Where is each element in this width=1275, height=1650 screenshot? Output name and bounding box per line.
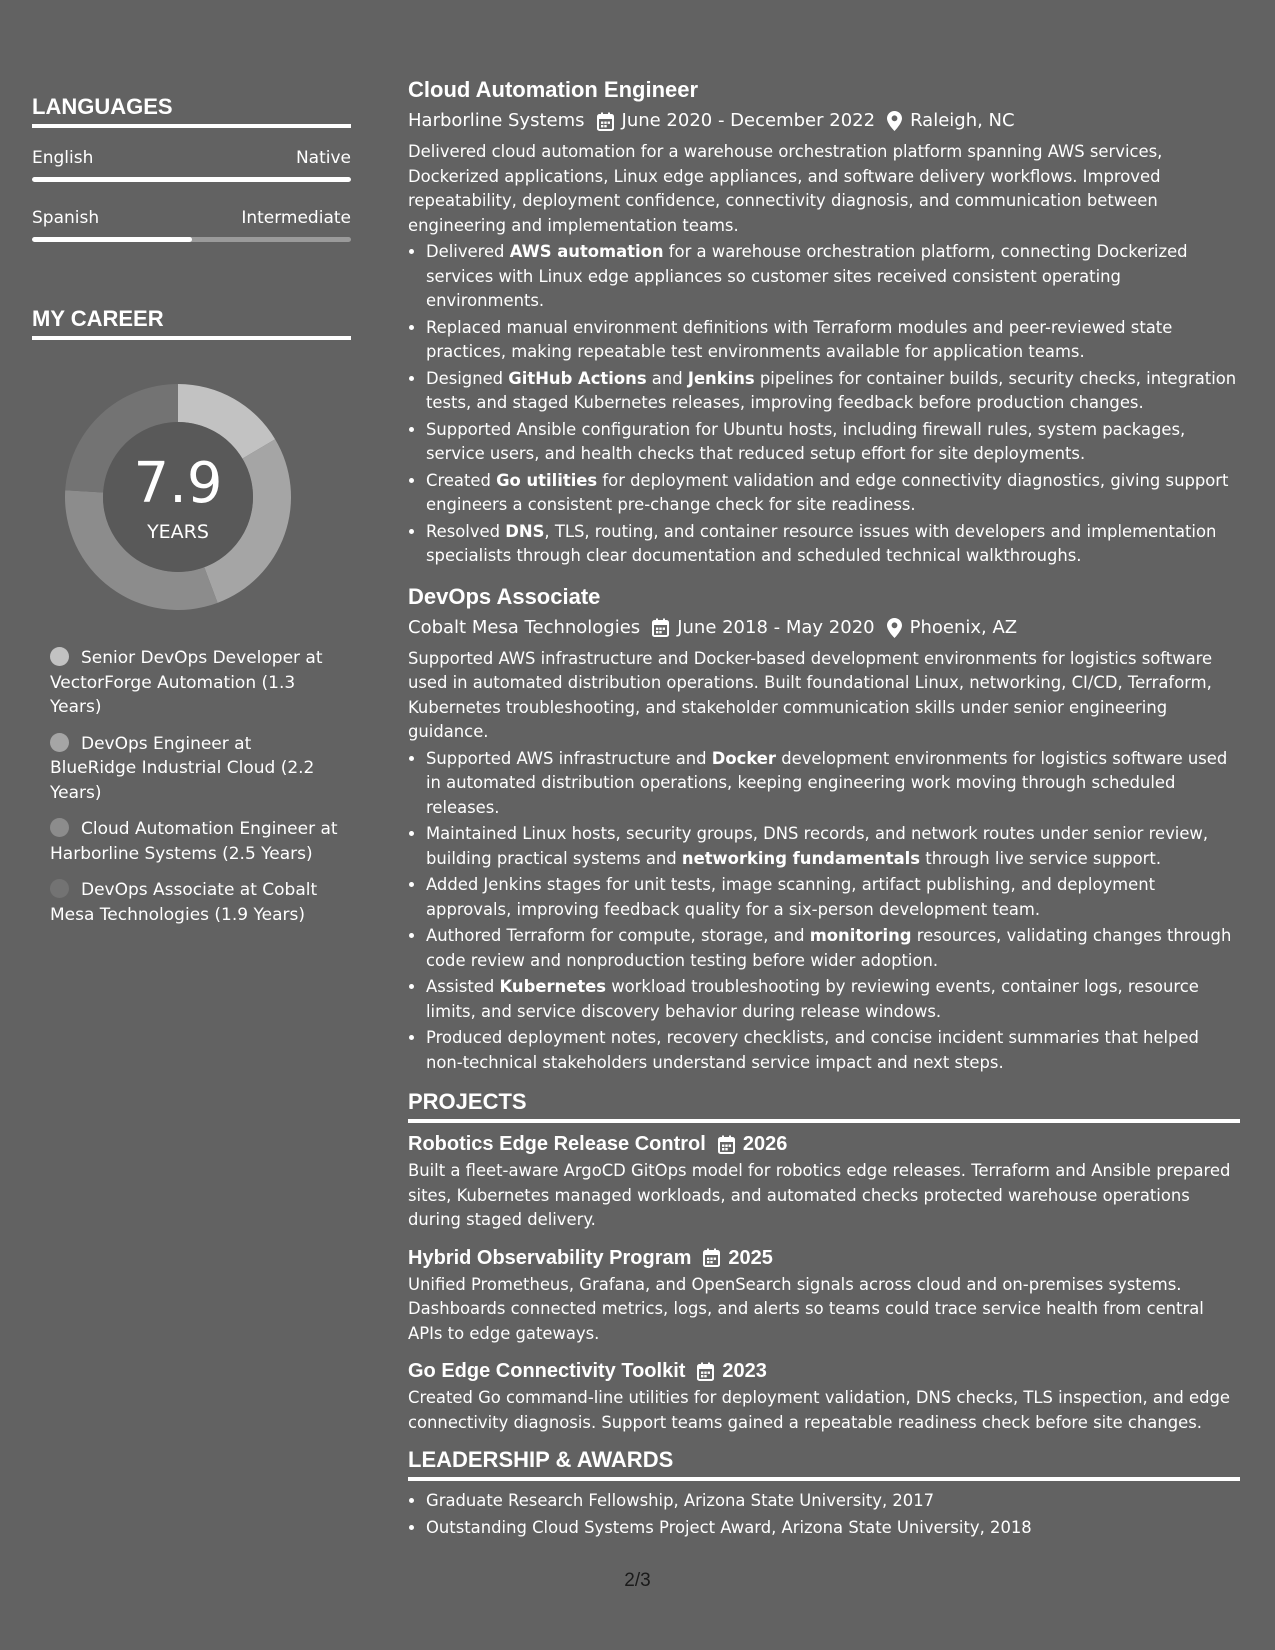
job-summary: Delivered cloud automation for a warehouse orchestration platform spanning AWS services, Dockerized applications, Linux edge appliances, and software delivery workflows. Improved repeatability, deployment confidence, connectivity diagnosis, and communication between engineering and implementation teams. xyxy=(408,142,1163,235)
awards-heading: LEADERSHIP & AWARDS xyxy=(408,1447,1240,1481)
job-bullet: • Produced deployment notes, recovery checklists, and concise incident summaries that helped non-technical stakeholders understand service impact and next steps. xyxy=(426,1026,1240,1075)
language-item xyxy=(32,148,351,182)
job-company: Harborline Systems xyxy=(408,110,585,131)
project-title: Robotics Edge Release Control xyxy=(408,1133,706,1155)
career-legend-label: DevOps Engineer at BlueRidge Industrial Cloud (2.2 Years) xyxy=(50,733,315,803)
project-year: 2026 xyxy=(742,1133,788,1155)
legend-dot-icon xyxy=(50,733,69,752)
languages-heading: LANGUAGES xyxy=(32,94,351,128)
job-bullet: • Supported Ansible configuration for Ubuntu hosts, including firewall rules, system packages, service users, and health checks that reduced setup effort for site deployments. xyxy=(426,418,1240,467)
career-years-label: YEARS xyxy=(147,521,209,543)
calendar-icon xyxy=(652,618,669,637)
awards-list xyxy=(408,1489,1240,1540)
job-bullet: • Designed GitHub Actions and Jenkins pipelines for container builds, security checks, integration tests, and staged Kubernetes releases, improving feedback before production changes. xyxy=(426,367,1240,416)
language-level: Native xyxy=(295,148,351,168)
career-legend-label: Cloud Automation Engineer at Harborline Systems (2.5 Years) xyxy=(50,819,338,864)
project-description: Unified Prometheus, Grafana, and OpenSearch signals across cloud and on-premises systems. Dashboards connected metrics, logs, and alerts so teams could trace service health from central APIs to edge gateways. xyxy=(408,1274,1204,1343)
job-bullet: • Added Jenkins stages for unit tests, image scanning, artifact publishing, and deployment approvals, improving feedback quality for a six-person development team. xyxy=(426,873,1240,922)
projects-list xyxy=(408,1131,1240,1435)
calendar-icon xyxy=(597,112,614,131)
award-item: • Graduate Research Fellowship, Arizona State University, 2017 xyxy=(426,1489,1240,1514)
language-name: Spanish xyxy=(32,208,100,228)
map-pin-icon xyxy=(887,618,902,638)
job-entry xyxy=(408,583,1240,1076)
job-title: Cloud Automation Engineer xyxy=(408,77,699,102)
job-bullet: • Created Go utilities for deployment validation and edge connectivity diagnostics, giving support engineers a consistent pre-change check for site readiness. xyxy=(426,469,1240,518)
project-year: 2025 xyxy=(728,1246,773,1269)
project-year: 2023 xyxy=(722,1360,767,1382)
job-bullet: • Delivered AWS automation for a warehouse orchestration platform, connecting Dockerized services with Linux edge appliances so customer sites received consistent operating environments. xyxy=(426,240,1240,314)
language-proficiency-fill xyxy=(32,177,351,182)
language-proficiency-fill xyxy=(32,237,192,242)
job-bullet: • Replaced manual environment definitions with Terraform modules and peer-reviewed state practices, making repeatable test environments available for application teams. xyxy=(426,316,1240,365)
calendar-icon xyxy=(697,1362,714,1381)
career-legend-item xyxy=(50,732,341,806)
job-bullet: • Authored Terraform for compute, storage, and monitoring resources, validating changes through code review and nonproduction testing before wider adoption. xyxy=(426,924,1240,973)
award-item: • Outstanding Cloud Systems Project Award, Arizona State University, 2018 xyxy=(426,1516,1240,1541)
project-entry xyxy=(408,1358,1240,1435)
career-legend-label: DevOps Associate at Cobalt Mesa Technologies (1.9 Years) xyxy=(50,880,318,925)
job-meta xyxy=(408,108,1240,134)
job-dates: June 2020 - December 2022 xyxy=(621,110,876,131)
job-dates: June 2018 - May 2020 xyxy=(677,616,875,638)
career-donut-chart xyxy=(65,384,291,610)
job-title: DevOps Associate xyxy=(408,583,601,609)
calendar-icon xyxy=(703,1248,720,1267)
language-proficiency-bar xyxy=(32,177,351,182)
map-pin-icon xyxy=(887,111,902,131)
job-bullet: • Assisted Kubernetes workload troubleshooting by reviewing events, container logs, resource limits, and service discovery behavior during release windows. xyxy=(426,975,1240,1024)
project-title: Hybrid Observability Program xyxy=(408,1246,692,1269)
job-company: Cobalt Mesa Technologies xyxy=(408,616,641,638)
page-number: 2/3 xyxy=(624,1570,651,1591)
legend-dot-icon xyxy=(50,818,69,837)
project-description: Built a fleet-aware ArgoCD GitOps model for robotics edge releases. Terraform and Ansible prepared sites, Kubernetes managed workloads, and automated checks protected warehouse operations during staged delivery. xyxy=(408,1161,1231,1229)
projects-heading: PROJECTS xyxy=(408,1089,1240,1123)
project-title: Go Edge Connectivity Toolkit xyxy=(408,1360,686,1382)
calendar-icon xyxy=(718,1135,735,1154)
job-bullet: • Maintained Linux hosts, security groups, DNS records, and network routes under senior review, building practical systems and networking fundamentals through live service support. xyxy=(426,822,1240,871)
job-bullet: • Supported AWS infrastructure and Docker development environments for logistics software used in automated distribution operations, keeping engineering work moving through scheduled releases. xyxy=(426,747,1240,821)
job-bullets xyxy=(408,240,1240,569)
legend-dot-icon xyxy=(50,879,69,898)
project-entry xyxy=(408,1131,1240,1233)
career-section xyxy=(32,306,351,927)
career-legend xyxy=(32,646,351,927)
job-bullet: • Resolved DNS, TLS, routing, and container resource issues with developers and implementation specialists through clear documentation and scheduled technical walkthroughs. xyxy=(426,520,1240,569)
language-item xyxy=(32,208,351,242)
project-entry xyxy=(408,1245,1240,1347)
main-content xyxy=(408,76,1240,1542)
career-legend-label: Senior DevOps Developer at VectorForge Automation (1.3 Years) xyxy=(50,648,323,717)
job-location: Raleigh, NC xyxy=(910,110,1015,131)
legend-dot-icon xyxy=(50,647,69,666)
career-heading: MY CAREER xyxy=(32,306,351,340)
career-legend-item xyxy=(50,817,341,866)
job-entry xyxy=(408,76,1240,569)
sidebar xyxy=(32,94,351,939)
career-total-years: 7.9 xyxy=(133,451,223,516)
job-meta xyxy=(408,615,1240,641)
language-name: English xyxy=(32,148,94,168)
job-bullets xyxy=(408,747,1240,1076)
languages-list xyxy=(32,148,351,242)
language-level: Intermediate xyxy=(241,208,351,228)
career-legend-item xyxy=(50,646,341,720)
language-proficiency-bar xyxy=(32,237,351,242)
job-location: Phoenix, AZ xyxy=(909,616,1018,638)
project-description: Created Go command-line utilities for deployment validation, DNS checks, TLS inspection, and edge connectivity diagnosis. Support teams gained a repeatable readiness check before site changes. xyxy=(408,1388,1230,1432)
career-legend-item xyxy=(50,878,341,927)
job-summary: Supported AWS infrastructure and Docker-based development environments for logistics software used in automated distribution operations. Built foundational Linux, networking, CI/CD, Terraform, Kubernetes troubleshooting, and stakeholder communication skills under senior engineering guidance. xyxy=(408,648,1213,741)
